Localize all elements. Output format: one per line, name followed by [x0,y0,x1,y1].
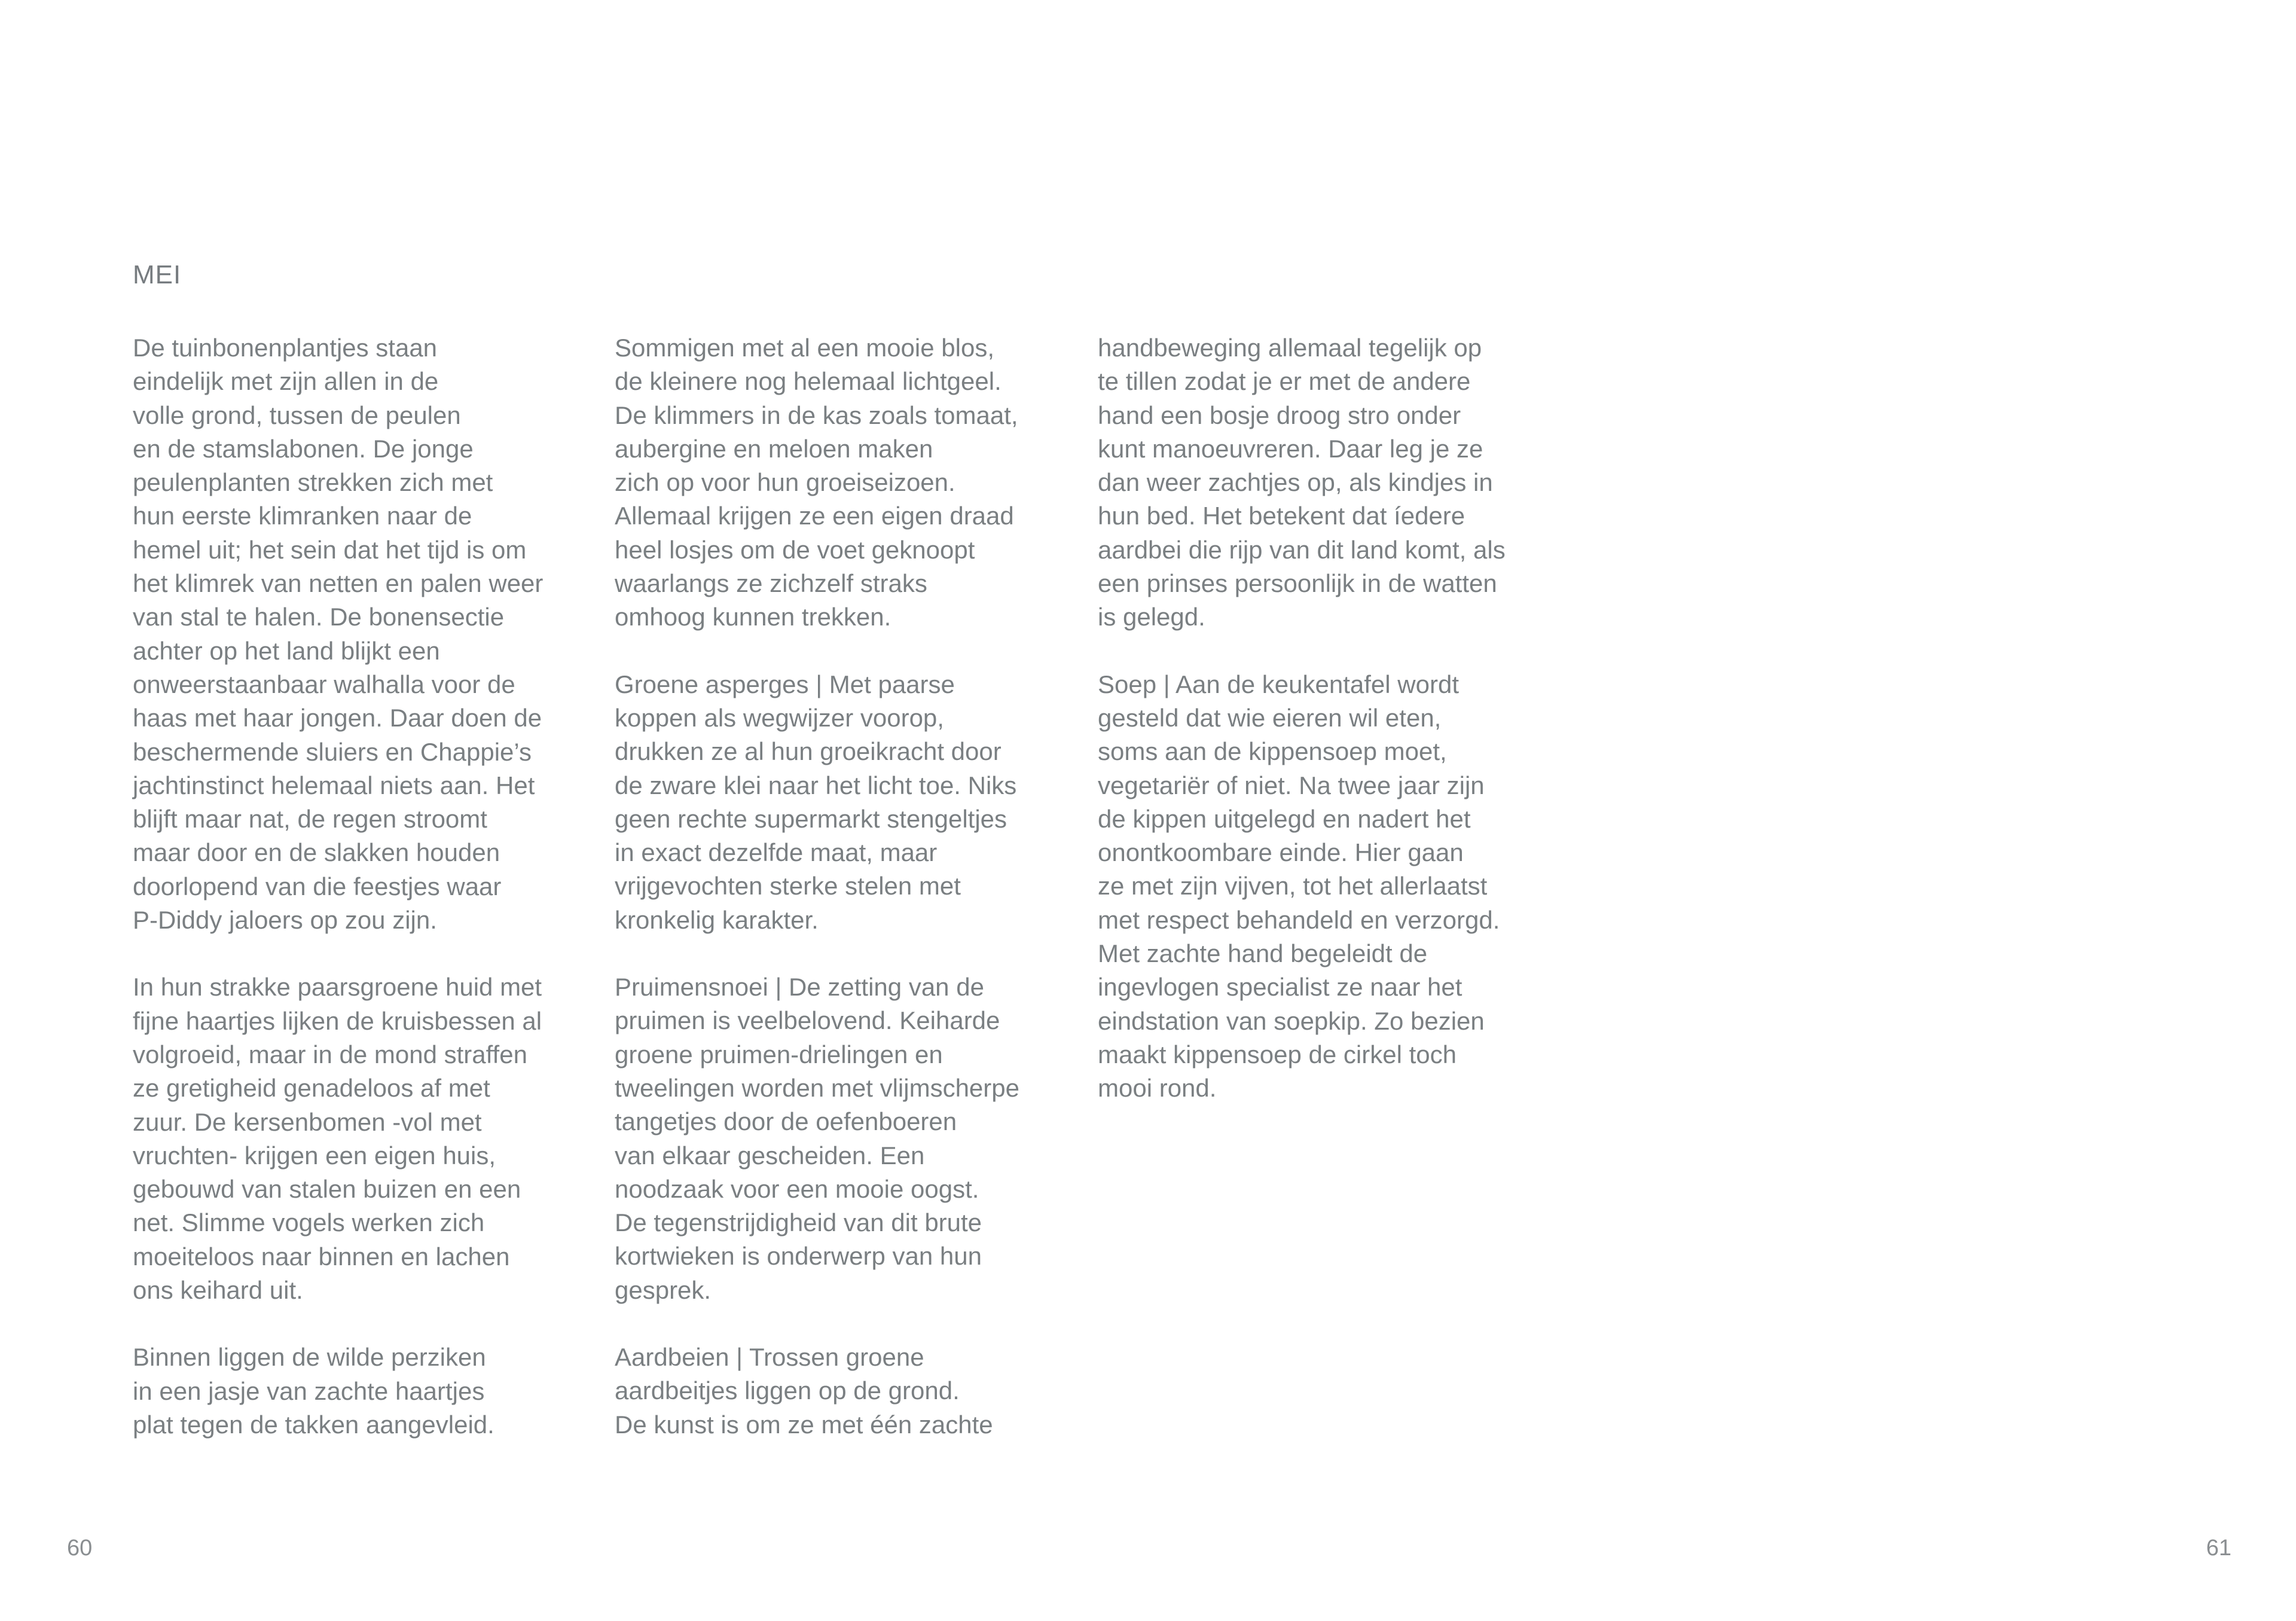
text-line: drukken ze al hun groeikracht door [615,737,1002,766]
text-line: De tegenstrijdigheid van dit brute [615,1208,982,1237]
text-line: aardbeitjes liggen op de grond. [615,1376,960,1405]
text-line: kortwieken is onderwerp van hun [615,1242,982,1271]
page-number-right: 61 [2206,1535,2231,1561]
text-line: soms aan de kippensoep moet, [1098,737,1447,766]
paragraph [1098,668,1552,1106]
text-line: vruchten- krijgen een eigen huis, [133,1141,496,1170]
text-column-1 [133,331,587,1475]
text-line: eindelijk met zijn allen in de [133,367,439,396]
paragraph [615,970,1069,1307]
text-line: van elkaar gescheiden. Een [615,1141,925,1170]
text-line: De kunst is om ze met één zachte [615,1410,993,1439]
text-line: zich op voor hun groeiseizoen. [615,468,955,497]
text-line: blijft maar nat, de regen stroomt [133,805,487,834]
text-line: vrijgevochten sterke stelen met [615,872,961,900]
text-line: hun eerste klimranken naar de [133,502,472,530]
text-line: hun bed. Het betekent dat íedere [1098,502,1465,530]
text-line: zuur. De kersenbomen -vol met [133,1107,482,1136]
text-line: waarlangs ze zichzelf straks [615,569,927,598]
text-line: onontkoombare einde. Hier gaan [1098,838,1464,867]
text-line: fijne haartjes lijken de kruisbessen al [133,1006,542,1035]
text-line: groene pruimen-drielingen en [615,1040,943,1069]
text-line: hemel uit; het sein dat het tijd is om [133,535,527,564]
text-line: kronkelig karakter. [615,905,819,934]
text-line: ze gretigheid genadeloos af met [133,1074,490,1103]
text-line: Aardbeien | Trossen groene [615,1343,924,1372]
text-line: aardbei die rijp van dit land komt, als [1098,535,1506,564]
text-column-3 [1098,331,1552,1139]
text-line: de zware klei naar het licht toe. Niks [615,771,1017,799]
text-line: onweerstaanbaar walhalla voor de [133,670,515,698]
page-number-left: 60 [67,1535,93,1561]
text-line: heel losjes om de voet geknoopt [615,535,975,564]
text-line: volle grond, tussen de peulen [133,401,461,429]
text-line: noodzaak voor een mooie oogst. [615,1174,979,1203]
text-line: net. Slimme vogels werken zich [133,1208,485,1237]
text-line: kunt manoeuvreren. Daar leg je ze [1098,434,1483,463]
text-line: dan weer zachtjes op, als kindjes in [1098,468,1493,497]
text-line: peulenplanten strekken zich met [133,468,493,497]
text-line: Soep | Aan de keukentafel wordt [1098,670,1459,698]
text-line: volgroeid, maar in de mond straffen [133,1040,527,1069]
text-line: beschermende sluiers en Chappie’s [133,737,532,766]
text-line: in een jasje van zachte haartjes [133,1376,485,1405]
text-line: doorlopend van die feestjes waar [133,872,502,900]
text-line: met respect behandeld en verzorgd. [1098,905,1500,934]
paragraph [1098,331,1552,634]
text-column-2 [615,331,1069,1475]
text-line: tweelingen worden met vlijmscherpe [615,1073,1019,1102]
text-line: moeiteloos naar binnen en lachen [133,1242,510,1271]
text-line: De klimmers in de kas zoals tomaat, [615,401,1018,429]
text-line: plat tegen de takken aangevleid. [133,1410,494,1439]
text-line: omhoog kunnen trekken. [615,603,891,631]
paragraph [133,1341,587,1442]
text-line: geen rechte supermarkt stengeltjes [615,804,1007,833]
text-line: In hun strakke paarsgroene huid met [133,973,542,1002]
text-line: Allemaal krijgen ze een eigen draad [615,502,1014,530]
text-line: gesprek. [615,1275,712,1304]
text-line: gebouwd van stalen buizen en een [133,1175,521,1204]
text-line: De tuinbonenplantjes staan [133,334,438,362]
text-line: Groene asperges | Met paarse [615,670,955,698]
text-line: een prinses persoonlijk in de watten [1098,569,1497,598]
paragraph [133,970,587,1307]
text-line: en de stamslabonen. De jonge [133,434,474,463]
text-line: maakt kippensoep de cirkel toch [1098,1040,1457,1069]
text-line: het klimrek van netten en palen weer [133,569,544,598]
text-line: ons keihard uit. [133,1276,303,1305]
text-line: Sommigen met al een mooie blos, [615,334,994,362]
text-line: de kleinere nog helemaal lichtgeel. [615,367,1002,396]
text-line: ze met zijn vijven, tot het allerlaatst [1098,872,1488,900]
text-line: vegetariër of niet. Na twee jaar zijn [1098,771,1485,799]
text-line: Pruimensnoei | De zetting van de [615,973,984,1002]
text-line: eindstation van soepkip. Zo bezien [1098,1006,1485,1035]
text-line: achter op het land blijkt een [133,636,440,665]
text-line: gesteld dat wie eieren wil eten, [1098,703,1442,732]
text-line: haas met haar jongen. Daar doen de [133,704,542,732]
text-line: ingevlogen specialist ze naar het [1098,973,1463,1002]
paragraph [133,331,587,937]
text-line: mooi rond. [1098,1074,1217,1103]
text-line: pruimen is veelbelovend. Keiharde [615,1006,1000,1035]
text-line: maar door en de slakken houden [133,838,500,867]
text-line: tangetjes door de oefenboeren [615,1107,957,1136]
text-line: in exact dezelfde maat, maar [615,838,938,867]
text-line: is gelegd. [1098,603,1205,631]
text-line: Binnen liggen de wilde perziken [133,1343,486,1372]
text-line: handbeweging allemaal tegelijk op [1098,334,1482,362]
paragraph [615,1341,1069,1442]
text-line: aubergine en meloen maken [615,434,933,463]
text-line: jachtinstinct helemaal niets aan. Het [133,771,535,799]
text-line: Met zachte hand begeleidt de [1098,939,1428,968]
text-line: de kippen uitgelegd en nadert het [1098,804,1471,833]
paragraph [615,668,1069,937]
text-line: te tillen zodat je er met de andere [1098,367,1471,396]
section-title: MEI [133,260,182,289]
text-line: P-Diddy jaloers op zou zijn. [133,906,437,935]
text-line: hand een bosje droog stro onder [1098,401,1461,429]
paragraph [615,331,1069,634]
text-line: van stal te halen. De bonensectie [133,603,505,631]
text-line: koppen als wegwijzer voorop, [615,703,944,732]
